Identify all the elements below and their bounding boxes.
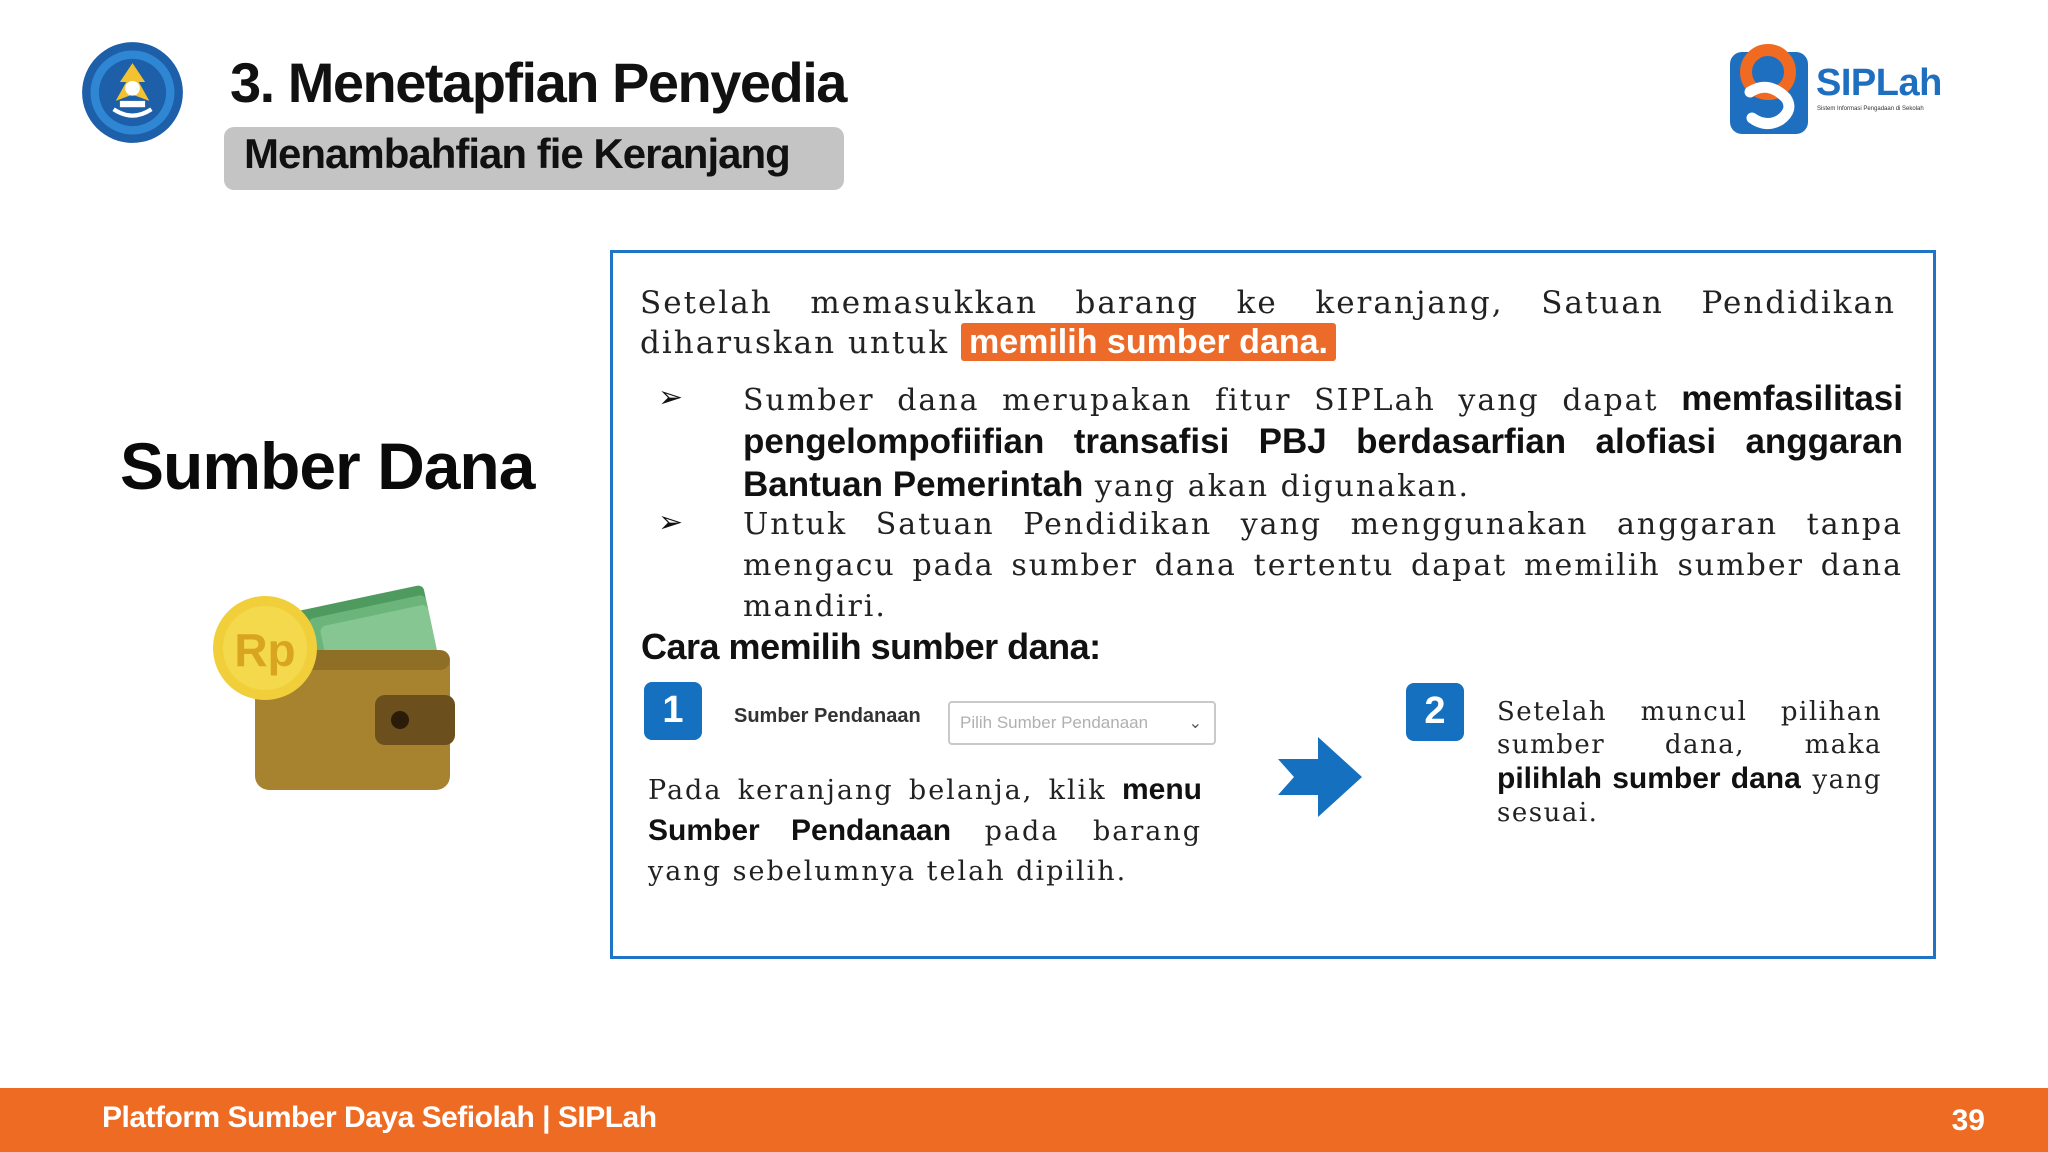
step-bold-text: pilihlah sumber dana: [1497, 762, 1801, 795]
step-2-badge: 2: [1406, 683, 1464, 741]
bullet-text: yang akan digunakan.: [1094, 469, 1471, 504]
footer-text: Platform Sumber Daya Sefiolah | SIPLah: [102, 1101, 657, 1134]
tut-wuri-handayani-logo: [80, 40, 185, 145]
chevron-down-icon: ⌄: [1188, 715, 1202, 732]
step-text: Setelah muncul pilihan sumber dana, maka: [1497, 697, 1882, 760]
bullet-item: [743, 378, 1903, 507]
step-text: yang sesuai.: [1497, 765, 1883, 828]
step-bold-text: menu Sumber Pendanaan: [648, 773, 1202, 847]
bullet-marker: ➢: [658, 506, 684, 539]
step-2-description: [1497, 696, 1882, 830]
how-to-title: Cara memilih sumber dana:: [641, 626, 1101, 667]
intro-highlight: memilih sumber dana.: [961, 323, 1336, 361]
intro-text: Setelah memasukkan barang ke keranjang, Satuan Pendidikan diharuskan untuk: [640, 285, 1896, 361]
select-placeholder: Pilih Sumber Pendanaan: [960, 713, 1149, 732]
coin-label: Rp: [234, 624, 296, 676]
step-1-description: [648, 770, 1202, 892]
page-subtitle: Menambahfian fie Keranjang: [244, 130, 790, 177]
wallet-rupiah-icon: [205, 570, 455, 800]
page-title: 3. Menetapfian Penyedia: [230, 51, 846, 114]
section-title: Sumber Dana: [120, 429, 535, 503]
bullet-text: Sumber dana merupakan fitur SIPLah yang dapat: [743, 383, 1659, 418]
bullet-bold-text: memfasilitasi pengelompofiifian transafisi PBJ berdasarfian alofiasi anggaran Bantuan Pemerintah: [743, 379, 1903, 504]
siplah-logo-tagline: Sistem Informasi Pengadaan di Sekolah: [1817, 106, 1924, 112]
step-text: pada barang yang sebelumnya telah dipilih.: [648, 816, 1203, 887]
intro-paragraph: [640, 283, 1896, 363]
page-number: 39: [1951, 1104, 1985, 1137]
bullet-marker: ➢: [658, 381, 684, 414]
bullet-item: [743, 504, 1903, 627]
next-step-arrow-icon: [1278, 737, 1362, 817]
step-text: Pada keranjang belanja, klik: [648, 775, 1107, 806]
sumber-pendanaan-label: Sumber Pendanaan: [734, 705, 921, 727]
sumber-pendanaan-select[interactable]: [948, 701, 1216, 745]
siplah-logo-text: SIPLah: [1816, 62, 1942, 104]
bullet-text: Untuk Satuan Pendidikan yang menggunakan anggaran tanpa mengacu pada sumber dana tertentu dapat memilih sumber dana mandiri.: [743, 507, 1903, 624]
step-1-badge: 1: [644, 682, 702, 740]
